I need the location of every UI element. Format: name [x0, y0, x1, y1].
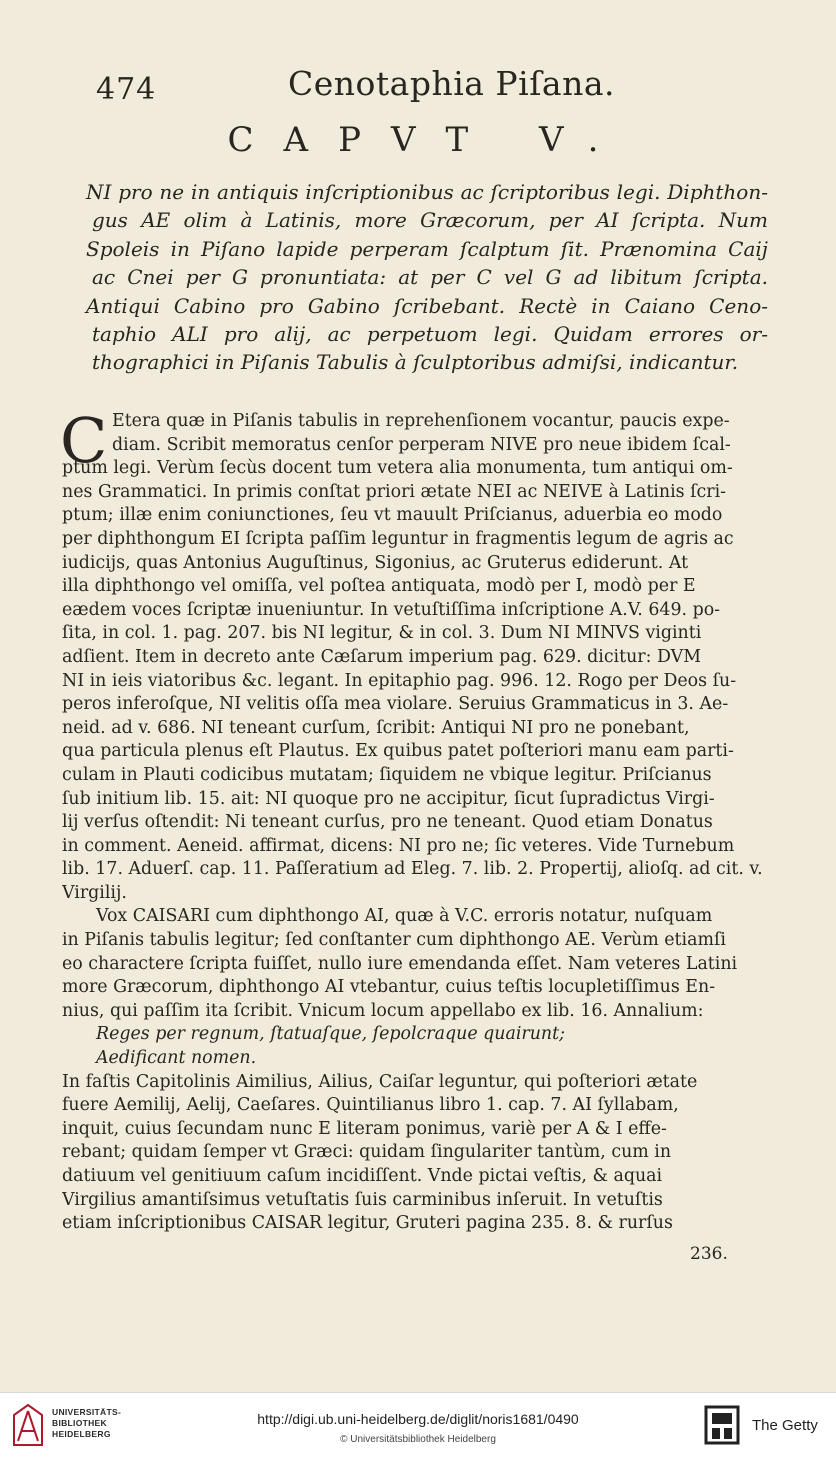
body-line: nes Grammatici. In primis conſtat priori ætate NEI ac NEIVE à Latinis ſcri-: [62, 481, 727, 502]
body-line: etiam inſcriptionibus CAISAR legitur, Gruteri pagina 235. 8. & rurſus: [62, 1213, 673, 1234]
body-line: illa diphthongo vel omiſſa, vel poſtea antiquata, modò per I, modò per E: [62, 576, 696, 597]
page-number: 474: [96, 72, 157, 107]
body-line: eædem voces ſcriptæ inueniuntur. In vetuſtiſſima inſcriptione A.V. 649. po-: [62, 599, 721, 620]
body-line: neid. ad v. 686. NI teneant curſum, ſcribit: Antiqui NI pro ne ponebant,: [62, 717, 690, 738]
body-line: diam. Scribit memoratus cenſor perperam NIVE pro neue ibidem ſcal-: [112, 434, 731, 455]
summary-line: NI pro ne in antiquis inſcriptionibus ac ſcriptoribus legi. Diphthon-: [86, 180, 768, 204]
chapter-title: CAPVT V.: [227, 120, 629, 160]
body-line: lib. 17. Aduerſ. cap. 11. Paſſeratium ad Eleg. 7. lib. 2. Propertij, alioſq. ad cit. v.: [62, 859, 763, 880]
body-line: fuere Aemilij, Aelij, Caeſares. Quintilianus libro 1. cap. 7. AI ſyllabam,: [62, 1095, 679, 1116]
body-line: Etera quæ in Piſanis tabulis in reprehenſionem vocantur, paucis expe-: [112, 411, 730, 431]
body-line: ptum legi. Verùm ſecùs docent tum vetera alia monumenta, tum antiqui om-: [62, 458, 733, 479]
body-line: Virgilij.: [62, 882, 127, 903]
partner-name: The Getty: [752, 1417, 818, 1434]
institution-line: BIBLIOTHEK: [52, 1418, 107, 1428]
catchword: 236.: [690, 1244, 728, 1264]
viewer-footer: [0, 1392, 836, 1461]
body-line: nius, qui paſſim ita ſcribit. Vnicum locum appellabo ex lib. 16. Annalium:: [62, 1000, 704, 1021]
institution-line: UNIVERSITÄTS-: [52, 1407, 122, 1417]
body-line: Virgilius amantiſsimus vetuſtatis ſuis carminibus inſeruit. In vetuſtis: [62, 1189, 663, 1210]
drop-capital: C: [60, 404, 108, 477]
page-header: [96, 60, 756, 107]
chapter-summary: [86, 178, 768, 377]
summary-line: gus AE olim à Latinis, more Græcorum, per AI ſcripta. Num: [92, 208, 768, 233]
permalink-url[interactable]: http://digi.ub.uni-heidelberg.de/diglit/noris1681/0490: [257, 1411, 579, 1427]
body-line: iudicijs, quas Antonius Auguſtinus, Sigonius, ac Gruterus ediderunt. At: [62, 552, 689, 573]
body-line: ptum; illæ enim coniunctiones, ſeu vt mauult Priſcianus, aduerbia eo modo: [62, 505, 723, 526]
body-line: more Græcorum, diphthongo AI vtebantur, cuius teſtis locupletiſſimus En-: [62, 977, 716, 998]
body-line: datiuum vel genitiuum caſum incidiſſent. Vnde pictai veſtis, & aquai: [62, 1166, 663, 1186]
body-line: eo charactere ſcripta fuiſſet, nullo iure emendanda eſſet. Nam veteres Latini: [62, 953, 738, 974]
summary-line: ac Cnei per G pronuntiata: at per C vel G ad libitum ſcripta.: [92, 265, 768, 290]
body-line: lij verſus oſtendit: Ni teneant curſus, pro ne teneant. Quod etiam Donatus: [62, 812, 713, 833]
body-line: Vox CAISARI cum diphthongo AI, quæ à V.C. erroris notatur, nuſquam: [96, 906, 713, 927]
copyright-notice: © Universitätsbibliothek Heidelberg: [340, 1434, 496, 1445]
body-line: ſub initium lib. 15. ait: NI quoque pro ne accipitur, ſicut ſupradictus Virgi-: [62, 788, 715, 809]
summary-line: taphio ALI pro alij, ac perpetuom legi. Quidam errores or-: [92, 322, 768, 347]
body-line: ſita, in col. 1. pag. 207. bis NI legitur, & in col. 3. Dum NI MINVS viginti: [62, 623, 702, 644]
institution-line: HEIDELBERG: [52, 1429, 111, 1439]
body-line: NI in ieis viatoribus &c. legant. In epitaphio pag. 996. 12. Rogo per Deos ſu-: [62, 670, 737, 691]
body-text: [60, 404, 780, 1236]
getty-logo-icon[interactable]: [704, 1405, 740, 1445]
body-line: peros inferoſque, NI velitis oſſa mea violare. Seruius Grammaticus in 3. Ae-: [62, 694, 729, 715]
running-title: Cenotaphia Piſana.: [288, 64, 615, 103]
body-line: inquit, cuius ſecundam nunc E literam ponimus, variè per A & I effe-: [62, 1118, 667, 1139]
body-line: In faſtis Capitolinis Aimilius, Ailius, Caiſar leguntur, qui poſteriori ætate: [62, 1071, 698, 1092]
verse-line: Aedificant nomen.: [96, 1048, 257, 1069]
summary-line: thographici in Piſanis Tabulis à ſculptoribus admiſsi, indicantur.: [92, 350, 739, 375]
body-line: in Piſanis tabulis legitur; ſed conſtanter cum diphthongo AE. Verùm etiamſi: [62, 930, 726, 951]
body-line: qua particula plenus eſt Plautus. Ex quibus patet poſteriori manu eam parti-: [62, 741, 734, 762]
body-line: culam in Plauti codicibus mutatam; ſiquidem ne vbique legitur. Priſcianus: [62, 764, 712, 785]
verse-line: Reges per regnum, ſtatuaſque, ſepolcraque quairunt;: [96, 1024, 565, 1045]
body-line: per diphthongum EI ſcripta paſſim leguntur in fragmentis legum de agris ac: [62, 528, 734, 549]
body-line: in comment. Aeneid. affirmat, dicens: NI pro ne; ſic veteres. Vide Turnebum: [62, 835, 735, 856]
summary-line: Spoleis in Piſano lapide perperam ſcalptum ſit. Prænomina Caij: [86, 236, 768, 261]
body-line: adſient. Item in decreto ante Cæſarum imperium pag. 629. dicitur: DVM: [62, 646, 702, 667]
body-line: rebant; quidam ſemper vt Græci: quidam ſingulariter tantùm, cum in: [62, 1142, 672, 1163]
summary-line: Antiqui Cabino pro Gabino ſcribebant. Rectè in Caiano Ceno-: [86, 293, 768, 318]
